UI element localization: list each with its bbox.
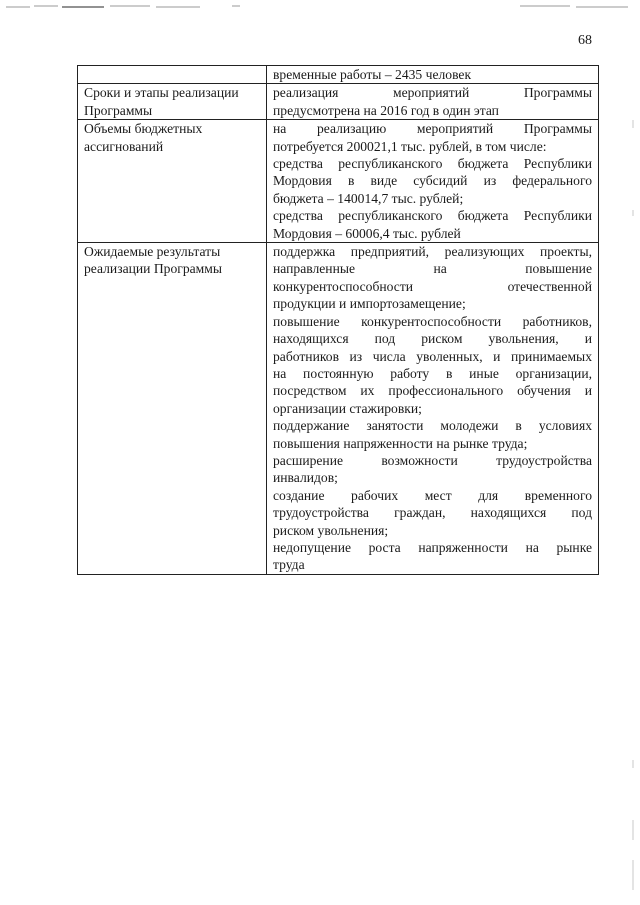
label-line: Программы (84, 102, 153, 118)
table-row (78, 120, 599, 243)
value-line: создание рабочих мест для временного (273, 487, 592, 503)
row-value-cell (267, 84, 599, 120)
value-line: на постоянную работу в иные организации, (273, 365, 592, 381)
label-line: реализации Программы (84, 261, 222, 277)
row-label-cell (78, 120, 267, 243)
label-line: Объемы бюджетных (84, 121, 203, 137)
table-row (78, 66, 599, 84)
scan-edge-marks (630, 120, 636, 900)
page-number: 68 (578, 33, 592, 48)
value-line: реализация мероприятий Программы (273, 85, 592, 101)
value-line: предусмотрена на 2016 год в один этап (273, 102, 499, 118)
value-line: средства республиканского бюджета Республики (273, 208, 592, 224)
value-line: временные работы – 2435 человек (273, 67, 472, 82)
row-label-cell (78, 84, 267, 120)
value-line: направленные на повышение (273, 261, 592, 277)
table-row (78, 243, 599, 575)
scan-header-artifacts (0, 0, 640, 14)
value-line: поддержание занятости молодежи в условиях (273, 418, 592, 434)
value-line: поддержка предприятий, реализующих проекты, (273, 244, 592, 260)
row-label-cell (78, 243, 267, 575)
row-value-cell (267, 66, 599, 84)
value-line: потребуется 200021,1 тыс. рублей, в том числе: (273, 138, 547, 154)
value-line: Мордовия – 60006,4 тыс. рублей (273, 225, 461, 241)
label-line: Сроки и этапы реализации (84, 85, 239, 101)
value-line: работников из числа уволенных, и принимаемых (273, 348, 592, 364)
value-line: организации стажировки; (273, 400, 422, 416)
value-line: повышения напряженности на рынке труда; (273, 435, 528, 451)
table-row (78, 84, 599, 120)
value-line: на реализацию мероприятий Программы (273, 121, 592, 137)
value-line: труда (273, 557, 305, 573)
value-line: бюджета – 140014,7 тыс. рублей; (273, 190, 464, 206)
value-line: конкурентоспособности отечественной (273, 278, 592, 294)
value-line: средства республиканского бюджета Республики (273, 156, 592, 172)
label-line: ассигнований (84, 138, 164, 154)
value-line: недопущение роста напряженности на рынке (273, 539, 592, 555)
label-line: Ожидаемые результаты (84, 244, 221, 260)
value-line: риском увольнения; (273, 522, 389, 538)
row-label-cell (78, 66, 267, 84)
value-line: находящихся под риском увольнения, и (273, 331, 592, 347)
value-line: расширение возможности трудоустройства (273, 452, 592, 468)
value-line: трудоустройства граждан, находящихся под (273, 505, 592, 521)
value-line: посредством их профессионального обучения и (273, 383, 592, 399)
value-line: повышение конкурентоспособности работников, (273, 313, 592, 329)
row-value-cell (267, 243, 599, 575)
value-line: продукции и импортозамещение; (273, 296, 466, 312)
program-passport-table (77, 65, 599, 575)
value-line: Мордовия в виде субсидий из федерального (273, 173, 592, 189)
row-value-cell (267, 120, 599, 243)
value-line: инвалидов; (273, 470, 338, 486)
